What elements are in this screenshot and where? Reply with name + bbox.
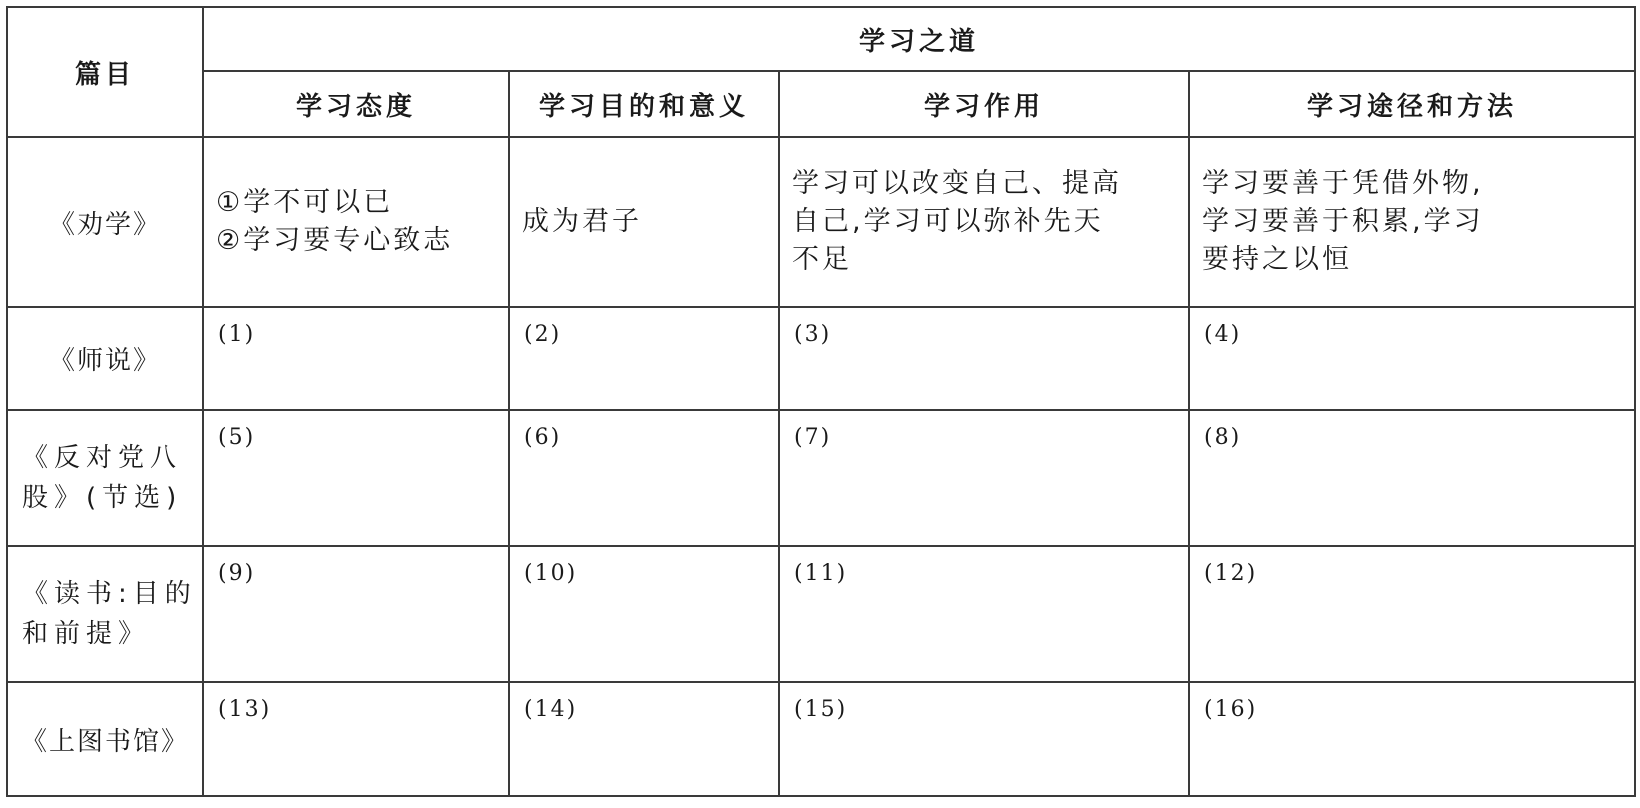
row-title — [7, 410, 203, 546]
row-title-line: 股》(节选) — [22, 483, 183, 513]
cell-line: ①学不可以已 — [216, 187, 394, 218]
col-header-purpose: 学习目的和意义 — [509, 71, 779, 137]
row-title: 《上图书馆》 — [7, 682, 203, 796]
blank-cell: (1) — [203, 307, 509, 410]
table-row — [7, 137, 1635, 307]
blank-cell: (11) — [779, 546, 1189, 682]
cell-line: ②学习要专心致志 — [216, 225, 454, 256]
table-cell — [1189, 137, 1635, 307]
table-row — [7, 682, 1635, 796]
row-title — [7, 546, 203, 682]
blank-cell: (5) — [203, 410, 509, 546]
blank-cell: (13) — [203, 682, 509, 796]
table-cell — [509, 137, 779, 307]
col-header-effect: 学习作用 — [779, 71, 1189, 137]
row-title-line: 《反对党八 — [22, 443, 183, 473]
blank-cell: (6) — [509, 410, 779, 546]
col-header-attitude: 学习态度 — [203, 71, 509, 137]
blank-cell: (10) — [509, 546, 779, 682]
cell-line: 要持之以恒 — [1202, 244, 1352, 275]
row-title-line: 《读书:目的 — [22, 579, 197, 609]
cell-line: 成为君子 — [522, 206, 642, 237]
group-header: 学习之道 — [203, 7, 1635, 71]
cell-line: 不足 — [792, 244, 852, 275]
header-row-2 — [7, 71, 1635, 137]
row-title-line: 和前提》 — [22, 619, 151, 649]
blank-cell: (8) — [1189, 410, 1635, 546]
cell-line: 学习可以改变自己、提高 — [792, 168, 1122, 199]
table-row — [7, 410, 1635, 546]
blank-cell: (9) — [203, 546, 509, 682]
blank-cell: (4) — [1189, 307, 1635, 410]
cell-line: 学习要善于积累,学习 — [1202, 206, 1484, 237]
cell-line: 自己,学习可以弥补先天 — [792, 206, 1104, 237]
row-title: 《师说》 — [7, 307, 203, 410]
blank-cell: (12) — [1189, 546, 1635, 682]
table-cell — [203, 137, 509, 307]
blank-cell: (16) — [1189, 682, 1635, 796]
blank-cell: (15) — [779, 682, 1189, 796]
table-row — [7, 307, 1635, 410]
cell-line: 学习要善于凭借外物, — [1202, 168, 1484, 199]
blank-cell: (7) — [779, 410, 1189, 546]
row-title: 《劝学》 — [7, 137, 203, 307]
corner-header: 篇目 — [7, 7, 203, 137]
blank-cell: (2) — [509, 307, 779, 410]
study-table — [6, 6, 1636, 797]
table-cell — [779, 137, 1189, 307]
blank-cell: (14) — [509, 682, 779, 796]
col-header-method: 学习途径和方法 — [1189, 71, 1635, 137]
table-row — [7, 546, 1635, 682]
header-row-1 — [7, 7, 1635, 71]
blank-cell: (3) — [779, 307, 1189, 410]
